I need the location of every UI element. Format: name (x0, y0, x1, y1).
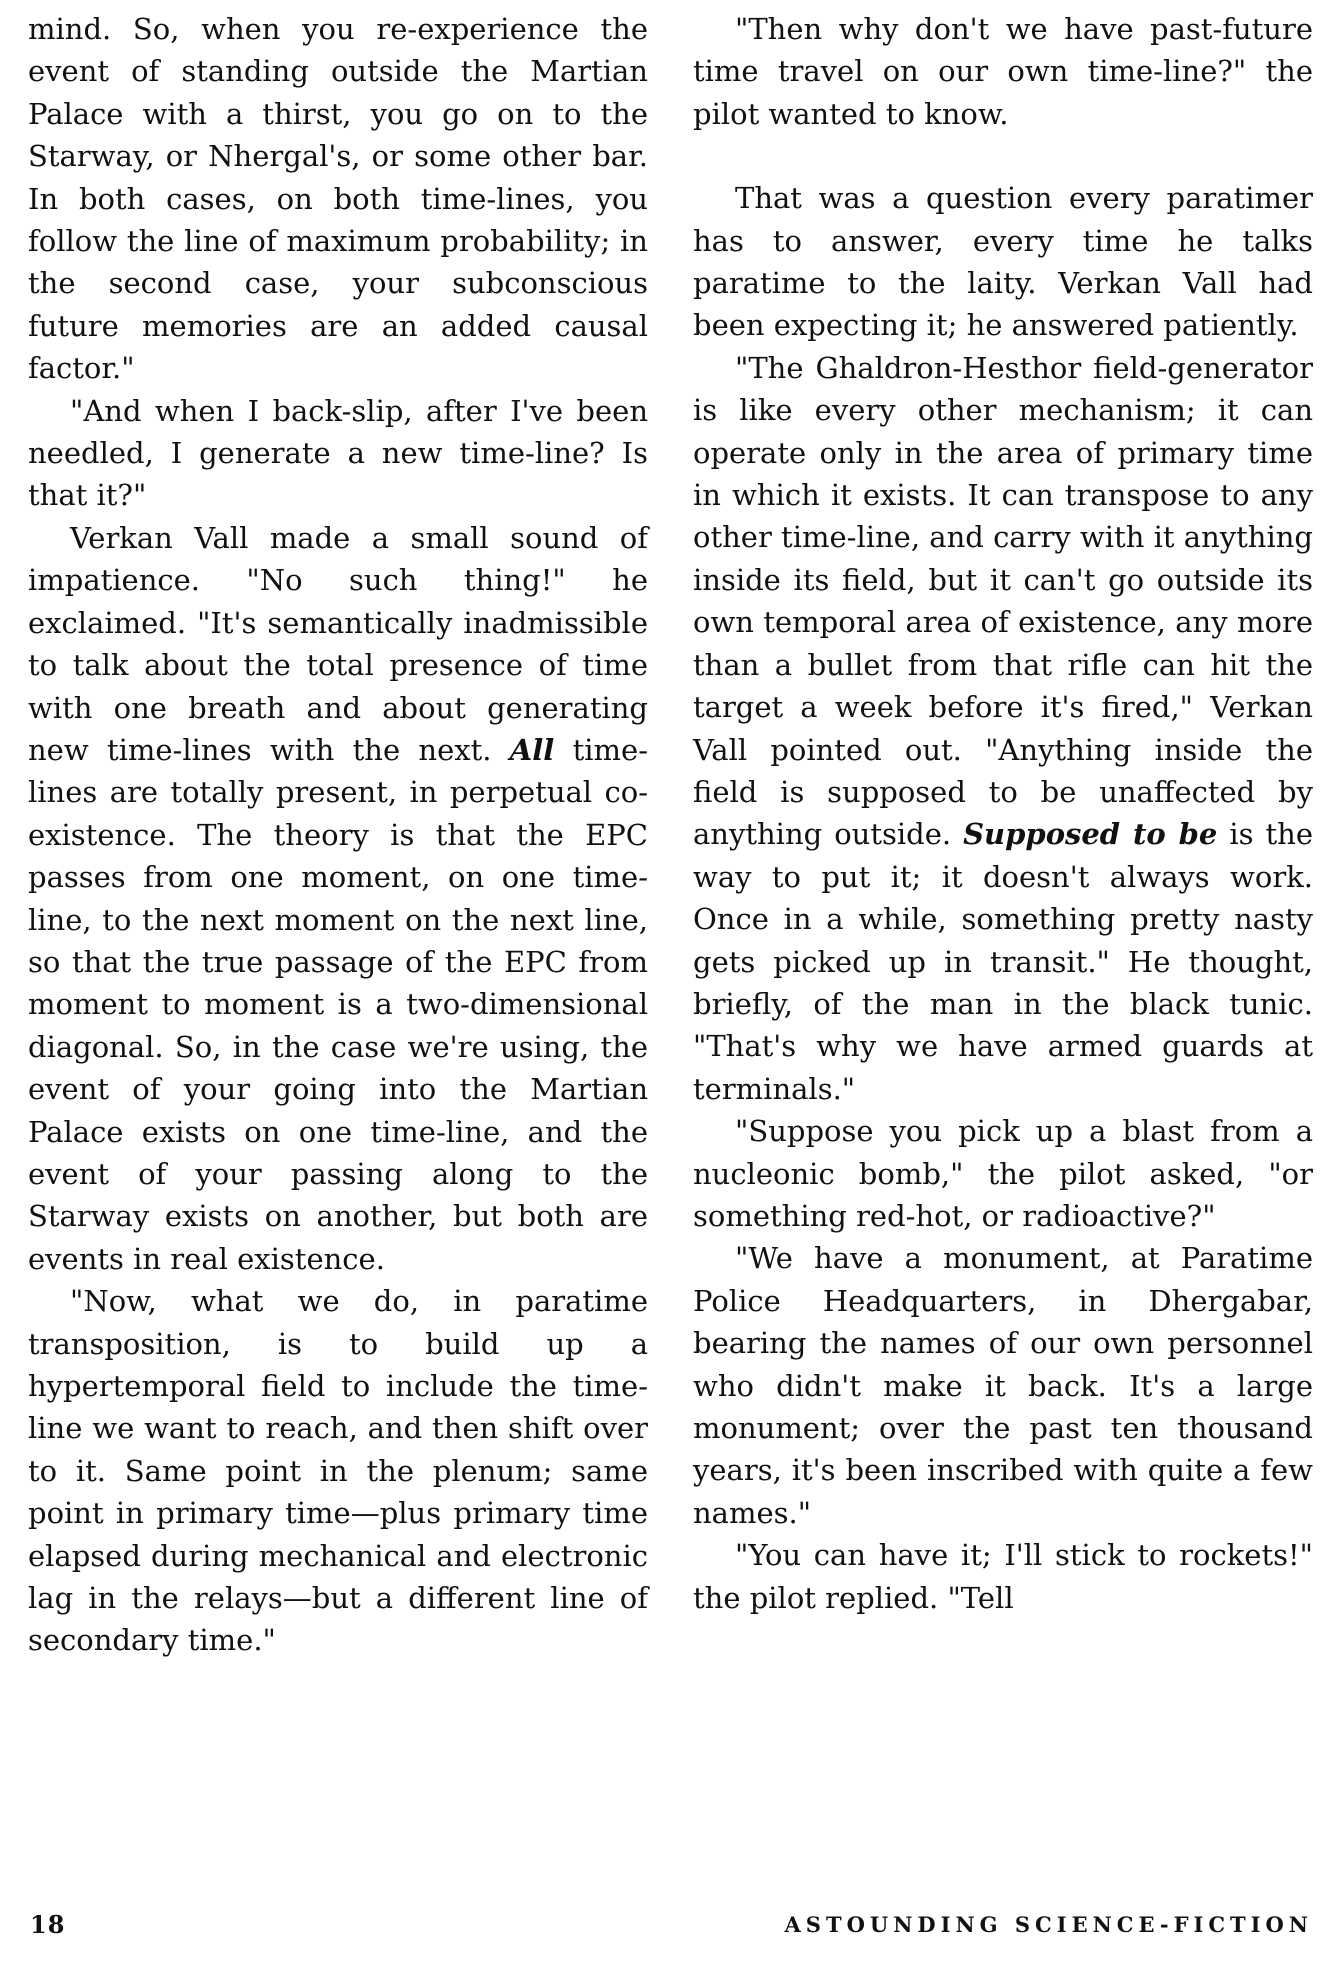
paragraph: "You can have it; I'll stick to rockets!" the pilot replied. "Tell (693, 1538, 1313, 1615)
paragraph-text: time-lines are totally present, in perpetual co-existence. The theory is that the EPC passes from one moment, on one time-line, to the next moment on the next line, so that the true passage of the EPC from moment to moment is a two-dimensional diagonal. So, in the case we're using, the event of your going into the Martian Palace exists on one time-line, and the event of your passing along to the Starway exists on another, but both are events in real existence. (28, 732, 649, 1276)
paragraph-text: "The Ghaldron-Hesthor field-generator is like every other mechanism; it can operate only in the area of primary time in which it exists. It can transpose to any other time-line, and carry with it anything inside its field, but it can't go outside its own temporal area of existence, any more than a bullet from that rifle can hit the target a week before it's fired," Verkan Vall pointed out. "Anything inside the field is supposed to be unaffected by anything outside. (693, 350, 1313, 852)
paragraph-text: Verkan Vall made a small sound of impatience. "No such thing!" he exclaimed. "It's semantically inadmissible to talk about the total presence of time with one breath and about generating new time-lines with the next. (28, 520, 648, 767)
paragraph: mind. So, when you re-experience the event of standing outside the Martian Palace with a thirst, you go on to the Starway, or Nhergal's, or some other bar. In both cases, on both time-lines, you follow the line of maximum probability; in the second case, your subconscious future memories are an added causal factor." (28, 12, 648, 386)
left-text-column (28, 8, 648, 1662)
paragraph: "And when I back-slip, after I've been needled, I generate a new time-line? Is that it?" (28, 393, 648, 513)
emphasis-text: Supposed to be (963, 817, 1218, 852)
page-number: 18 (30, 1910, 66, 1939)
running-title: ASTOUNDING SCIENCE-FICTION (784, 1912, 1313, 1937)
paragraph (28, 517, 648, 1280)
emphasis-text: All (509, 732, 555, 767)
paragraph: That was a question every paratimer has to answer, every time he talks paratime to the laity. Verkan Vall had been expecting it; he answered patiently. (693, 181, 1313, 343)
right-text-column (693, 8, 1313, 1619)
paragraph: "Now, what we do, in paratime transposition, is to build up a hypertemporal field to include the time-line we want to reach, and then shift over to it. Same point in the plenum; same point in primary time—plus primary time elapsed during mechanical and electronic lag in the relays—but a different line of secondary time." (28, 1284, 648, 1658)
paragraph-text: is the way to put it; it doesn't always work. Once in a while, something pretty nasty gets picked up in transit." He thought, briefly, of the man in the black tunic. "That's why we have armed guards at terminals." (693, 817, 1313, 1106)
paragraph: "Suppose you pick up a blast from a nucleonic bomb," the pilot asked, "or something red-hot, or radioactive?" (693, 1114, 1313, 1233)
paragraph: "Then why don't we have past-future time travel on our own time-line?" the pilot wanted to know. (693, 12, 1313, 131)
paragraph: "We have a monument, at Paratime Police Headquarters, in Dhergabar, bearing the names of our own personnel who didn't make it back. It's a large monument; over the past ten thousand years, it's been inscribed with quite a few names." (693, 1241, 1313, 1530)
paragraph (693, 347, 1313, 1110)
